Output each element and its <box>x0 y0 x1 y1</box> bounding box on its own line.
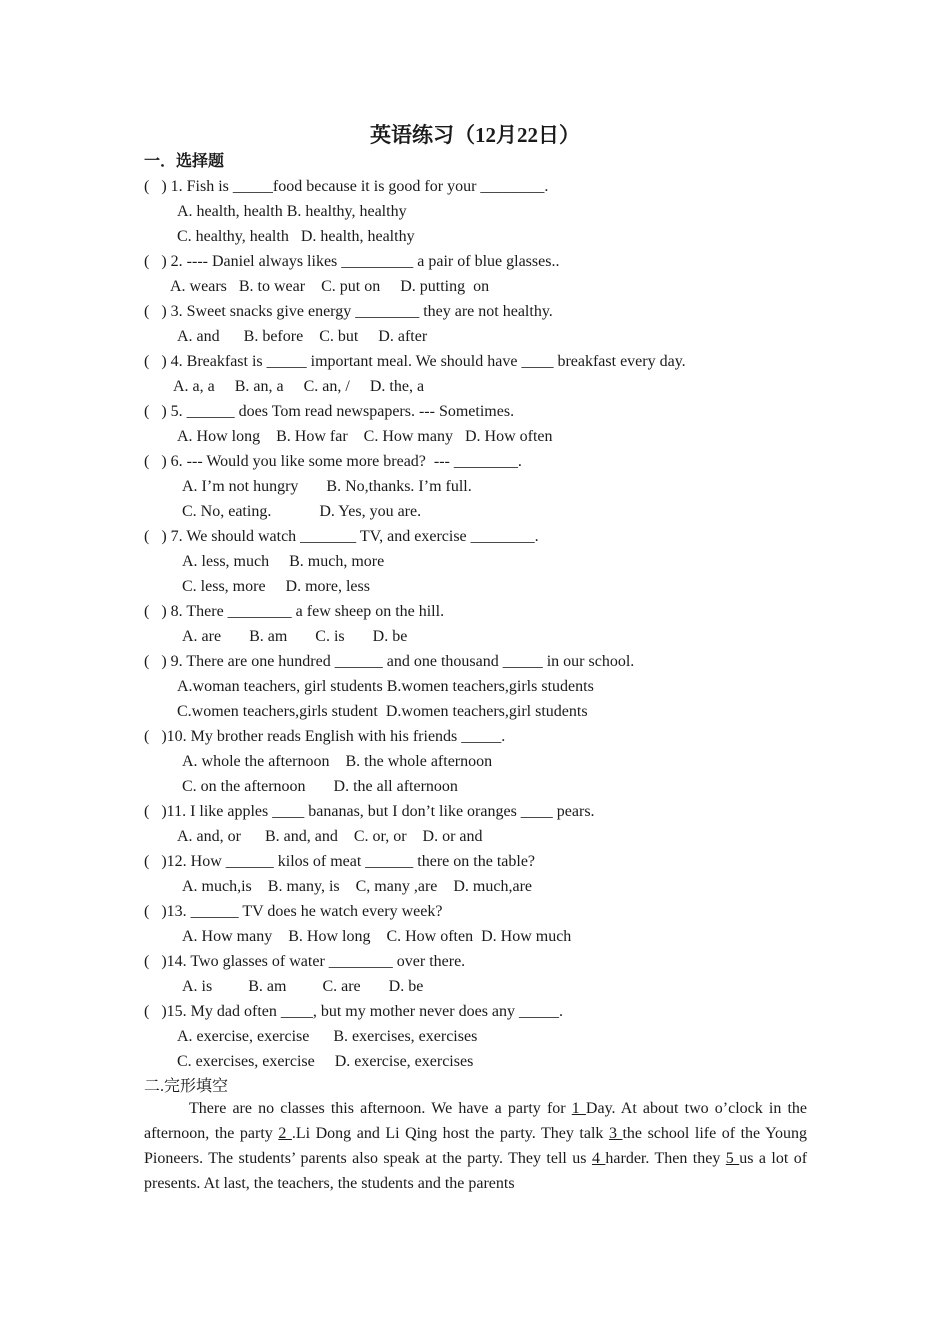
question-9-options-a: A.woman teachers, girl students B.women teachers,girls students <box>177 678 594 695</box>
question-10-options-a: A. whole the afternoon B. the whole afternoon <box>182 753 493 770</box>
question-8: ( ) 8. There ________ a few sheep on the hill. <box>144 603 445 620</box>
question-7-options-a: A. less, much B. much, more <box>182 553 385 570</box>
question-5: ( ) 5. ______ does Tom read newspapers. --- Sometimes. <box>144 403 515 420</box>
question-13-options: A. How many B. How long C. How often D. How much <box>182 928 572 945</box>
section-heading-cloze: 二.完形填空 <box>144 1078 229 1095</box>
question-12-options: A. much,is B. many, is C, many ,are D. much,are <box>182 878 533 895</box>
passage-text-2: Day. At about two o’clock in the afternoon, the party <box>144 1100 808 1142</box>
question-12: ( )12. How ______ kilos of meat ______ there on the table? <box>144 853 536 870</box>
question-7: ( ) 7. We should watch _______ TV, and exercise ________. <box>144 528 539 545</box>
question-14: ( )14. Two glasses of water ________ over there. <box>144 953 466 970</box>
question-15: ( )15. My dad often ____, but my mother never does any _____. <box>144 1003 564 1020</box>
question-4: ( ) 4. Breakfast is _____ important meal. We should have ____ breakfast every day. <box>144 353 686 370</box>
passage-text-6: us a lot of presents. At last, the teachers, the students and the parents <box>144 1150 808 1192</box>
question-9-options-b: C.women teachers,girls student D.women teachers,girl students <box>177 703 588 720</box>
passage-text-4: the school life of the Young Pioneers. The students’ parents also speak at the party. They tell us <box>144 1125 808 1167</box>
passage-text-3: .Li Dong and Li Qing host the party. They talk <box>291 1125 609 1142</box>
question-10-options-b: C. on the afternoon D. the all afternoon <box>182 778 458 795</box>
question-1-options-a: A. health, health B. healthy, healthy <box>177 203 407 220</box>
question-7-options-b: C. less, more D. more, less <box>182 578 370 595</box>
question-11-options: A. and, or B. and, and C. or, or D. or and <box>177 828 483 845</box>
question-13: ( )13. ______ TV does he watch every week? <box>144 903 443 920</box>
question-9: ( ) 9. There are one hundred ______ and one thousand _____ in our school. <box>144 653 635 670</box>
passage-text-1: There are no classes this afternoon. We have a party for <box>189 1100 572 1117</box>
question-8-options: A. are B. am C. is D. be <box>182 628 408 645</box>
question-15-options-b: C. exercises, exercise D. exercise, exercises <box>177 1053 474 1070</box>
question-6-options-a: A. I’m not hungry B. No,thanks. I’m full. <box>182 478 472 495</box>
question-6-options-b: C. No, eating. D. Yes, you are. <box>182 503 422 520</box>
cloze-blank-3: 3 <box>608 1125 623 1142</box>
question-10: ( )10. My brother reads English with his friends _____. <box>144 728 506 745</box>
cloze-blank-4: 4 <box>591 1150 606 1167</box>
cloze-blank-1: 1 <box>571 1100 586 1117</box>
question-1-options-b: C. healthy, health D. health, healthy <box>177 228 415 245</box>
question-6: ( ) 6. --- Would you like some more bread? --- ________. <box>144 453 522 470</box>
question-11: ( )11. I like apples ____ bananas, but I don’t like oranges ____ pears. <box>144 803 595 820</box>
question-3-options: A. and B. before C. but D. after <box>177 328 428 345</box>
cloze-passage <box>144 1096 807 1196</box>
question-4-options: A. a, a B. an, a C. an, / D. the, a <box>173 378 425 395</box>
cloze-blank-2: 2 <box>278 1125 292 1142</box>
question-15-options-a: A. exercise, exercise B. exercises, exercises <box>177 1028 478 1045</box>
passage-text-5: harder. Then they <box>605 1150 726 1167</box>
question-5-options: A. How long B. How far C. How many D. How often <box>177 428 553 445</box>
question-2-options: A. wears B. to wear C. put on D. putting on <box>170 278 490 295</box>
question-3: ( ) 3. Sweet snacks give energy ________ they are not healthy. <box>144 303 553 320</box>
question-2: ( ) 2. ---- Daniel always likes _________ a pair of blue glasses.. <box>144 253 560 270</box>
question-14-options: A. is B. am C. are D. be <box>182 978 424 995</box>
cloze-blank-5: 5 <box>725 1150 740 1167</box>
question-1: ( ) 1. Fish is _____food because it is good for your ________. <box>144 178 549 195</box>
section-heading-choice: 一．选择题 <box>144 153 225 170</box>
page-title: 英语练习（12月22日） <box>370 123 580 147</box>
